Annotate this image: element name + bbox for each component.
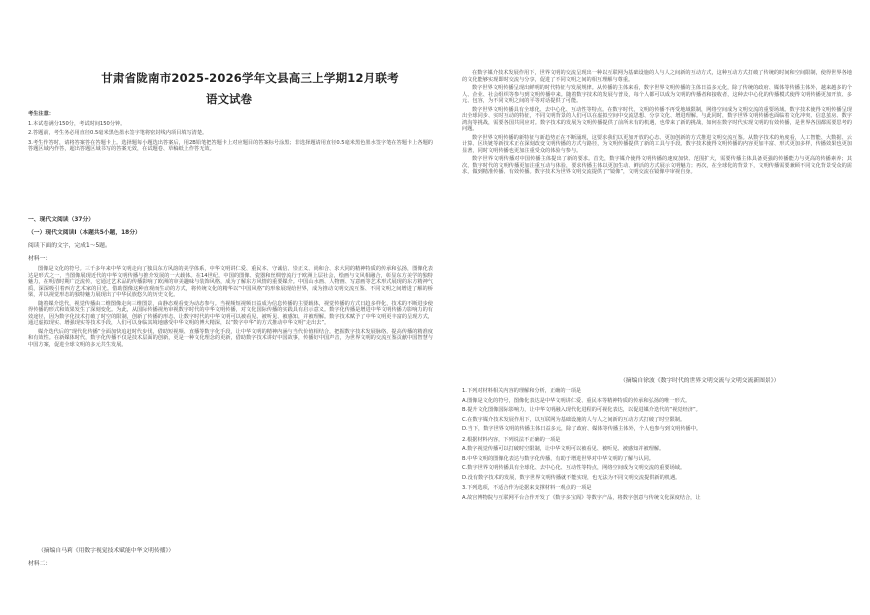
- material2-paragraph: 数字世界文明传播对中国传播主体提出了新的要求。首先，数字媒介使得文明传播的速度加快、范围扩大，需要传播主体具备更强的传播能力与更高的传播素养；其次，数字时代的文明传播更加注重互动与体验，要求传播主体以更加生动、鲜活的方式展示文明魅力；再次，在全球化的背景下，文明传播需要兼顾不同文化背景受众的需求，做到精准传播、有效传播。数字技术为世界文明交流提供了“镜像”，文明交流在镜像中审视自身。: [462, 156, 852, 175]
- material1-paragraph: 媒介迭代后的“现代化传播”全面加快追赶时代步伐，借助短视频、直播等数字化手段，让中华文明的精神内涵与当代价值相结合，把握数字技术发展脉络，提高传播的精准度和有效性。在新媒体时代，数字化传播不仅是技术层面的创新，更是一种文化理念的更新，借助数字技术讲好中国故事，传播好中国声音，为世界文明的交流互鉴贡献中国智慧与中国方案，促进全球文明的多元共生发展。: [28, 328, 433, 348]
- subsection-heading: （一）现代文阅读Ⅰ（本题共5小题，18分）: [28, 230, 141, 236]
- question-option: B.中华文明的图像化表达与数字化传播，有助于增进世界对中华文明的了解与认同。: [462, 455, 654, 462]
- question-stem: 2.根据材料内容，下列说法不正确的一项是: [462, 436, 561, 443]
- notice-item: 2.答题前，考生务必用直径0.5毫米黑色墨水签字笔将密封线内项目填写清楚。: [28, 130, 208, 136]
- material2-paragraph: 数字世界文明传播呈现出鲜明的时代特征与发展规律。从传播的主体来看，数字世界文明传播的主体日益多元化，除了传统的政府、媒体等传播主体外，越来越多的个人、企业、社会组织等参与到文明传播中来。随着数字技术的发展与普及，每个人都可以成为文明的传播者和接收者，这种去中心化的传播模式使得文明传播更加开放、多元、包容，为不同文明之间的平等对话提供了可能。: [462, 85, 852, 104]
- section-heading: 一、现代文阅读（37分）: [28, 217, 95, 223]
- question-option: C.在数字媒介技术发展作用下，以互联网为基础设施的人与人之间新的互动方式打破了时空限制。: [462, 416, 686, 423]
- material1-paragraph: 随着媒介迭代，视觉传播由二维图像走向三维图景，由静态观看变为动态参与。当视频短视频日益成为信息传播的主要载体，视觉传播的方式日趋多样化，技术的不断进步使得传播的形式和效果发生了深刻变化。为此，从国际传播视角审视数字时代的中华文明传播，对文化国际传播的实践具有启示意义。数字化传播是增进中华文明传播力影响力的有效途径，因为数字化技术打破了时空的限制，创新了传播的形态，让数字时代的中华文明可以被看见、被听见、被感知，并被理解。数字技术赋予了中华文明更丰富的呈现方式，通过虚拟现实、增强现实等技术手段，人们可以身临其境地感受中华文明的博大精深，以“数字中华”的方式推动中华文明“走出去”。: [28, 300, 433, 326]
- material1-body: [28, 266, 433, 348]
- notice-item: 3.考生作答时，请将答案答在答题卡上。选择题每小题选出答案后，用2B铅笔把答题卡上对应题目的答案标号涂黑；非选择题请用直径0.5毫米黑色墨水签字笔在答题卡上各题的答题区域内作答，超出答题区域书写的答案无效，在试题卷、草稿纸上作答无效。: [28, 139, 433, 152]
- source-citation-1: （摘编自马莉《用数字视觉技术赋能中华文明传播》）: [38, 548, 175, 554]
- material2-paragraph: 数字世界文明传播的新特征与新趋势正在不断涌现，这要求我们以更加开放的心态、更加创新的方式推进文明交流互鉴。从数字技术的角度看，人工智能、大数据、云计算、区块链等新技术正在深刻改变文明传播的方式与路径，为文明传播提供了新的工具与手段。数字技术使得文明传播的内容更加丰富、形式更加多样，传播效果也更加显著，同时文明传播也更加注重受众的体验与参与。: [462, 134, 852, 154]
- material2-paragraph: 在数字媒介技术发展作用下，世界文明的交流呈现出一种以互联网为基础设施的人与人之间新的互动方式，这种互动方式打破了传统的时间和空间限制，使得世界各地的文化能够实现即时交流与分享，促进了不同文明之间的相互理解与尊重。: [462, 70, 852, 83]
- material2-label: 材料二：: [28, 561, 52, 567]
- material2-paragraph: 数字世界文明传播具有全球化、去中心化、互动性等特点。在数字时代，文明的传播不再受地域限制，网络空间成为文明交流的重要场域。数字技术使得文明传播呈现出全球同步、实时互动的特征，不同文明背景的人们可以在虚拟空间中交流思想、分享文化、增进理解。与此同时，数字世界文明传播也面临着文化冲突、信息茧房、数字鸿沟等挑战，需要各国共同应对。数字技术的发展为文明传播提供了前所未有的机遇，也带来了新的挑战，如何在数字时代实现文明的有效传播，是世界各国都需要思考的问题。: [462, 106, 852, 132]
- question-option: A.图像是文化的符号，图像化表达是中华文明讲仁爱、重民本等精神特质的传承和弘扬的唯一形式。: [462, 397, 691, 404]
- question-option: B.提升文化图像国际影响力，让中华文明融入现代化进程的可视化表达，以促进媒介迭代的“视觉经济”。: [462, 407, 701, 413]
- question-stem: 1.下列对材料相关内容的理解和分析，正确的一项是: [462, 388, 582, 394]
- question-option: A.故宫博物院与互联网平台合作开发了《数字多宝阁》等数字产品，将数字创意与传统文化深度结合，让: [462, 494, 701, 501]
- notice-heading: 考生注意：: [28, 111, 54, 117]
- source-citation-2: （摘编自徐波《数字时代的世界文明交流与文明交流新图景》）: [620, 378, 780, 384]
- notice-item: 1.本试卷满分150分，考试时间150分钟。: [28, 120, 126, 127]
- exam-subtitle: 语文试卷: [206, 92, 252, 106]
- questions-block: [462, 388, 852, 501]
- question-option: D.当下，数字世界文明的传播主体日益多元，除了政府、媒体等传播主体外，个人也参与到文明传播中。: [462, 426, 702, 432]
- instruction-text: 阅读下面的文字，完成1～5题。: [28, 243, 111, 249]
- question-option: C.数字世界文明传播具有全球化、去中心化、互动性等特点，网络空间成为文明交流的重要场域。: [462, 465, 686, 471]
- exam-title: 甘肃省陇南市2025-2026学年文县高三上学期12月联考: [101, 71, 399, 85]
- material1-label: 材料一：: [28, 256, 52, 262]
- question-option: D.没有数字技术的发展，数字世界文明传播就不能实现，也无法为不同文明交流提供新的机遇。: [462, 474, 681, 481]
- material1-paragraph: 图像是文化的符号。三千多年来中华文明走向了独具东方风韵的美学体系，中华文明讲仁爱、重民本、守诚信、崇正义、尚和合、求大同的精神特质的传承和弘扬，图像化表达是形式之一，当图像展现近代的中华文明传播与推介发展的一大载体。在14世纪，中国的图像、瓷器和丝绸曾流行于欧洲上层社会，绘画与文风相融合，彰显东方美学的独特魅力，在明清时期广泛流传，它通过艺术品的传播影响了欧洲的审美趣味与装饰风格，成为了解东方风情的重要媒介。中国山水画、人物画、写意画等艺术形式展现的东方精神气质，深深吸引着西方艺术家的目光。借助图像这种直观而生动的方式，将传统文化的精华以“中国风格”的形象展现给世界，成为推动文明交流互鉴、不同文明之间增进了解的桥梁，并以视觉形态的独特魅力展现出了中华民族悠久的历史文化。: [28, 266, 433, 298]
- question-stem: 3.下列选项，不适合作为论据来支撑材料一观点的一项是: [462, 485, 592, 491]
- question-option: A.数字视觉传播可以打破时空限制，让中华文明可以被看见、被听见、被感知并被理解。: [462, 446, 665, 452]
- notice-block: [28, 111, 433, 153]
- right-column-body: [462, 70, 852, 176]
